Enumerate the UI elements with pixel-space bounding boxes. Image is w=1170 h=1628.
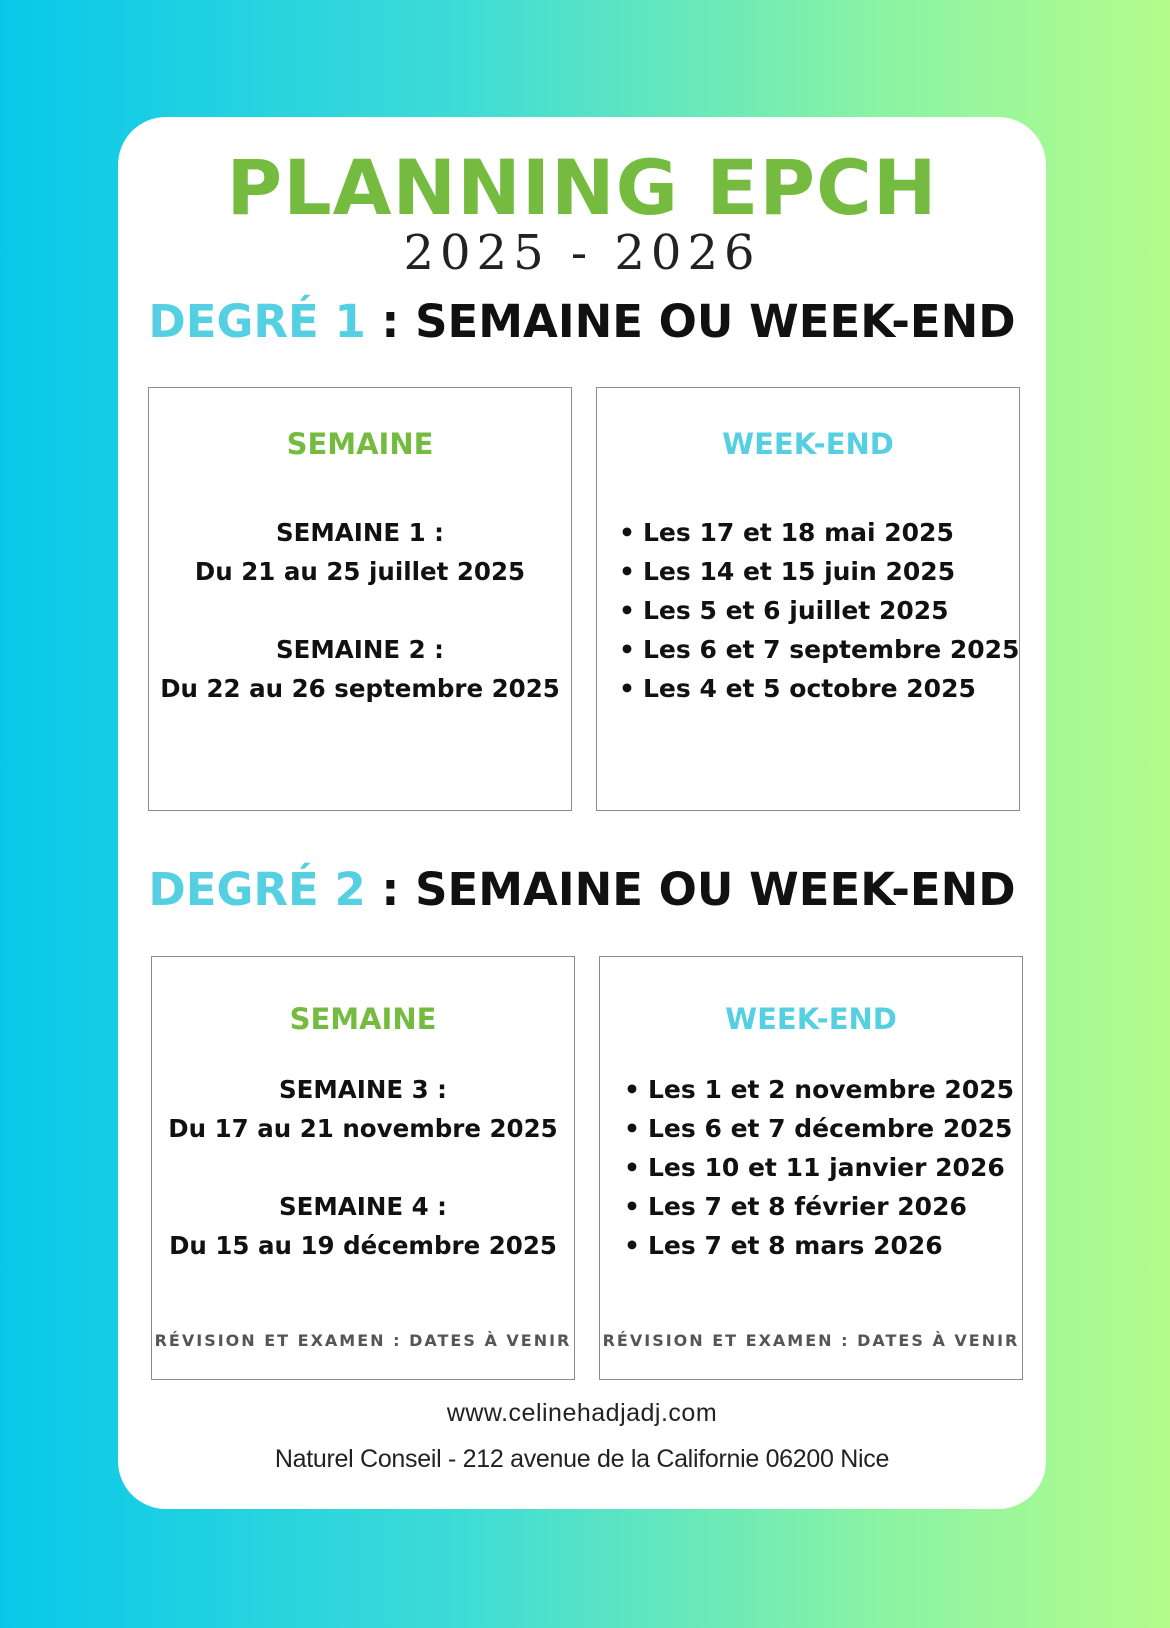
week-dates: Du 22 au 26 septembre 2025 (160, 674, 560, 703)
degree-2-semaine-list (152, 1070, 574, 1304)
list-item: • Les 7 et 8 février 2026 (624, 1187, 1014, 1226)
degree-1-semaine-box (148, 387, 572, 811)
degree-1-weekend-list (619, 513, 1019, 708)
degree-2-rest: : SEMAINE OU WEEK-END (365, 863, 1016, 916)
website-link[interactable]: www.celinehadjadj.com (446, 1399, 718, 1427)
degree-1-label: DEGRÉ 1 (148, 295, 366, 348)
week-title: SEMAINE 2 : (276, 635, 444, 664)
week-block (152, 1070, 574, 1148)
list-item: • Les 10 et 11 janvier 2026 (624, 1148, 1014, 1187)
degree-2-semaine-box (151, 956, 575, 1380)
degree-1-weekend-box (596, 387, 1020, 811)
degree-2-weekend-heading: WEEK-END (725, 1002, 897, 1036)
degree-1-semaine-list (149, 513, 571, 747)
degree-1-weekend-heading: WEEK-END (722, 427, 894, 461)
week-dates: Du 15 au 19 décembre 2025 (169, 1231, 557, 1260)
list-item: • Les 6 et 7 décembre 2025 (624, 1109, 1014, 1148)
degree-2-heading (118, 860, 1046, 920)
degree-1-rest: : SEMAINE OU WEEK-END (365, 295, 1016, 348)
week-title: SEMAINE 4 : (279, 1192, 447, 1221)
week-title: SEMAINE 1 : (276, 518, 444, 547)
week-dates: Du 21 au 25 juillet 2025 (194, 557, 526, 586)
list-item: • Les 14 et 15 juin 2025 (619, 552, 1019, 591)
degree-2-weekend-list (624, 1070, 1014, 1265)
degree-2-semaine-heading: SEMAINE (289, 1002, 437, 1036)
page-title: PLANNING EPCH (226, 143, 938, 232)
week-title: SEMAINE 3 : (279, 1075, 447, 1104)
degree-2-weekend-box (599, 956, 1023, 1380)
revision-note: RÉVISION ET EXAMEN : DATES À VENIR (602, 1331, 1020, 1350)
list-item: • Les 7 et 8 mars 2026 (624, 1226, 1014, 1265)
revision-note: RÉVISION ET EXAMEN : DATES À VENIR (154, 1331, 572, 1350)
list-item: • Les 17 et 18 mai 2025 (619, 513, 1019, 552)
list-item: • Les 1 et 2 novembre 2025 (624, 1070, 1014, 1109)
planning-card (118, 117, 1046, 1509)
list-item: • Les 5 et 6 juillet 2025 (619, 591, 1019, 630)
page-subtitle: 2025 - 2026 (403, 225, 761, 281)
week-dates: Du 17 au 21 novembre 2025 (168, 1114, 558, 1143)
footer-address: Naturel Conseil - 212 avenue de la Californie 06200 Nice (274, 1445, 890, 1473)
list-item: • Les 4 et 5 octobre 2025 (619, 669, 1019, 708)
list-item: • Les 6 et 7 septembre 2025 (619, 630, 1019, 669)
week-block (152, 1187, 574, 1265)
degree-1-semaine-heading: SEMAINE (286, 427, 434, 461)
week-block (149, 630, 571, 708)
degree-1-heading (118, 292, 1046, 352)
week-block (149, 513, 571, 591)
degree-2-label: DEGRÉ 2 (148, 863, 366, 916)
